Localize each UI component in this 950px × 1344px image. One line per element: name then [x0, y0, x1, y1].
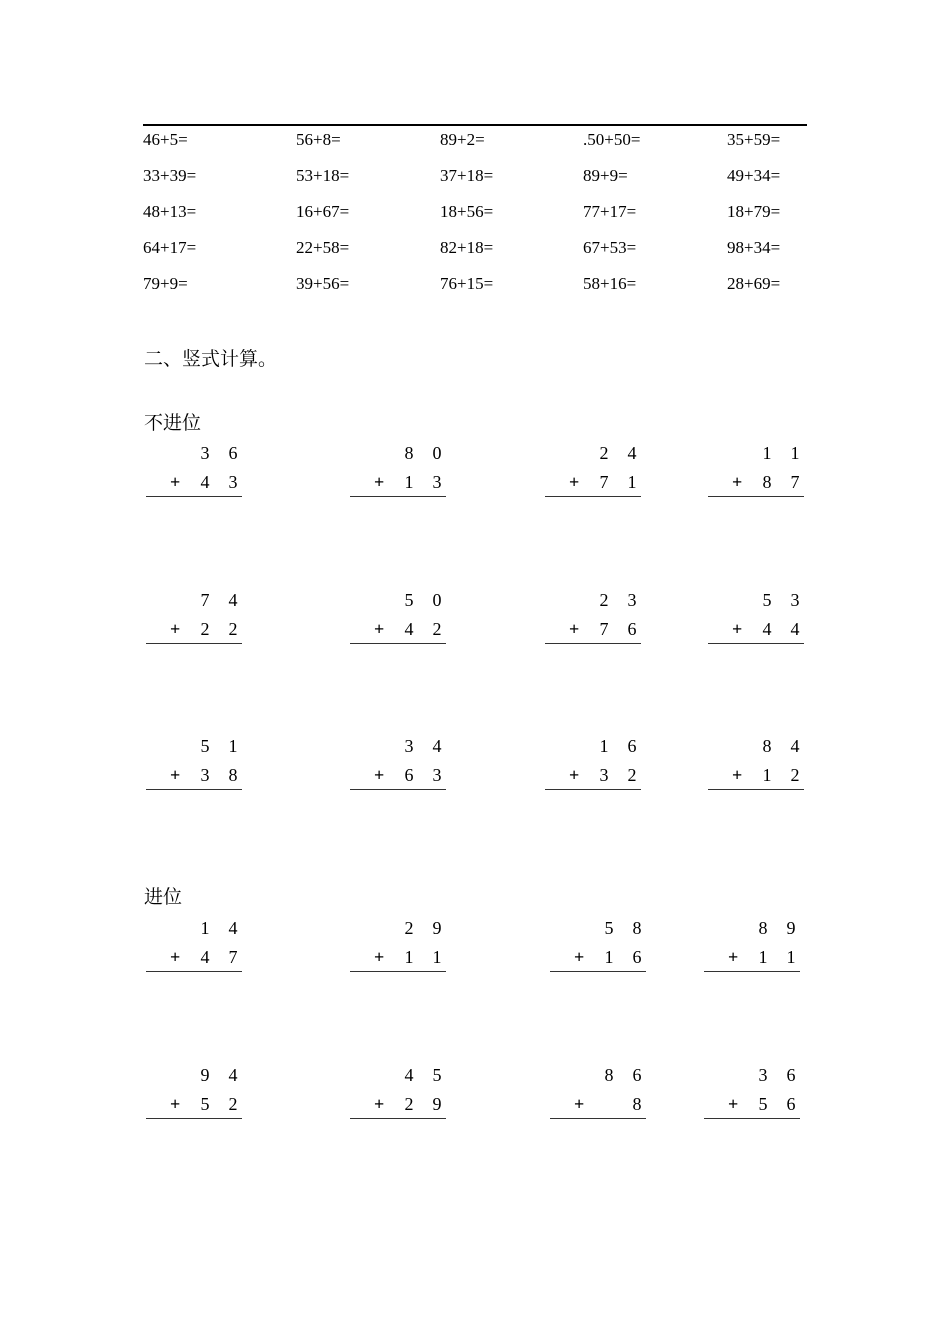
- digit: 2: [228, 1094, 238, 1114]
- digit: 8: [758, 918, 768, 938]
- digit: 3: [599, 765, 609, 785]
- plus-sign: +: [170, 947, 181, 967]
- addend-bottom: [758, 765, 804, 786]
- digit: 5: [604, 918, 614, 938]
- arithmetic-problem: 37+18=: [440, 166, 494, 185]
- digit: 4: [404, 1065, 414, 1085]
- arithmetic-problem: 56+8=: [296, 130, 341, 149]
- vertical-addition-problem: [708, 443, 804, 503]
- arithmetic-problem: 53+18=: [296, 166, 350, 185]
- digit: 9: [432, 918, 442, 938]
- answer-line: [545, 643, 641, 644]
- answer-line: [545, 789, 641, 790]
- digit: 3: [432, 472, 442, 492]
- digit: 8: [762, 736, 772, 756]
- digit: 8: [604, 1065, 614, 1085]
- digit: 3: [200, 443, 210, 463]
- digit: 4: [200, 947, 210, 967]
- addend-top: [400, 736, 446, 757]
- digit: 7: [200, 590, 210, 610]
- digit: 6: [632, 1065, 642, 1085]
- digit: 1: [762, 765, 772, 785]
- digit: 6: [404, 765, 414, 785]
- arithmetic-problem: 46+5=: [143, 130, 188, 149]
- vertical-addition-problem: [550, 1065, 646, 1125]
- digit: 1: [786, 947, 796, 967]
- digit: 2: [627, 765, 637, 785]
- digit: 9: [200, 1065, 210, 1085]
- digit: 3: [758, 1065, 768, 1085]
- answer-line: [350, 1118, 446, 1119]
- digit: 7: [790, 472, 800, 492]
- answer-line: [550, 1118, 646, 1119]
- vertical-addition-problem: [708, 590, 804, 650]
- arithmetic-row: [0, 202, 950, 226]
- plus-sign: +: [374, 947, 385, 967]
- arithmetic-problem: .50+50=: [583, 130, 641, 149]
- arithmetic-row: [0, 166, 950, 190]
- digit: 3: [790, 590, 800, 610]
- digit: 4: [228, 918, 238, 938]
- plus-sign: +: [569, 765, 580, 785]
- answer-line: [146, 1118, 242, 1119]
- answer-line: [146, 496, 242, 497]
- plus-sign: +: [574, 1094, 585, 1114]
- addend-bottom: [196, 765, 242, 786]
- digit: 1: [790, 443, 800, 463]
- digit: 2: [432, 619, 442, 639]
- arithmetic-problem: 67+53=: [583, 238, 637, 257]
- arithmetic-problem: 18+56=: [440, 202, 494, 221]
- digit: 5: [432, 1065, 442, 1085]
- arithmetic-problem: 76+15=: [440, 274, 494, 293]
- addend-top: [595, 736, 641, 757]
- addend-bottom: [595, 472, 641, 493]
- addend-bottom: [758, 472, 804, 493]
- addend-top: [196, 1065, 242, 1086]
- arithmetic-problem: 58+16=: [583, 274, 637, 293]
- addend-bottom: [754, 947, 800, 968]
- addend-top: [196, 736, 242, 757]
- arithmetic-problem: 89+9=: [583, 166, 628, 185]
- digit: 1: [404, 472, 414, 492]
- vertical-addition-problem: [708, 736, 804, 796]
- vertical-addition-problem: [545, 443, 641, 503]
- addend-top: [400, 1065, 446, 1086]
- digit: 1: [200, 918, 210, 938]
- vertical-addition-problem: [350, 918, 446, 978]
- digit: 8: [404, 443, 414, 463]
- carry-label: 进位: [144, 886, 183, 908]
- addend-bottom: [400, 1094, 446, 1115]
- digit: 7: [599, 472, 609, 492]
- digit: 9: [786, 918, 796, 938]
- digit: 4: [762, 619, 772, 639]
- addend-bottom: [600, 947, 646, 968]
- digit: 0: [432, 443, 442, 463]
- digit: 1: [604, 947, 614, 967]
- no-carry-label: 不进位: [144, 412, 202, 434]
- digit: 8: [228, 765, 238, 785]
- arithmetic-problem: 98+34=: [727, 238, 781, 257]
- plus-sign: +: [374, 619, 385, 639]
- digit: 6: [228, 443, 238, 463]
- answer-line: [704, 971, 800, 972]
- addend-bottom: [754, 1094, 800, 1115]
- digit: 3: [432, 765, 442, 785]
- digit: 6: [627, 736, 637, 756]
- arithmetic-problem: 28+69=: [727, 274, 781, 293]
- vertical-addition-problem: [350, 590, 446, 650]
- section-two-title: 二、竖式计算。: [144, 348, 278, 370]
- digit: 2: [200, 619, 210, 639]
- addend-top: [758, 590, 804, 611]
- addend-top: [595, 590, 641, 611]
- answer-line: [146, 789, 242, 790]
- addend-bottom: [196, 472, 242, 493]
- answer-line: [146, 971, 242, 972]
- digit: 6: [632, 947, 642, 967]
- vertical-addition-problem: [146, 1065, 242, 1125]
- answer-line: [704, 1118, 800, 1119]
- digit: 5: [758, 1094, 768, 1114]
- addend-top: [196, 590, 242, 611]
- addend-top: [196, 918, 242, 939]
- digit: 7: [228, 947, 238, 967]
- digit: 4: [200, 472, 210, 492]
- digit: 5: [404, 590, 414, 610]
- arithmetic-row: [0, 274, 950, 298]
- digit: 3: [200, 765, 210, 785]
- addend-top: [758, 736, 804, 757]
- addend-bottom: [196, 1094, 242, 1115]
- addend-top: [754, 918, 800, 939]
- plus-sign: +: [732, 472, 743, 492]
- addend-bottom: [400, 947, 446, 968]
- digit: 9: [432, 1094, 442, 1114]
- plus-sign: +: [170, 619, 181, 639]
- digit: 2: [228, 619, 238, 639]
- top-divider: [143, 124, 807, 126]
- vertical-addition-problem: [350, 736, 446, 796]
- addend-bottom: [400, 619, 446, 640]
- answer-line: [708, 496, 804, 497]
- digit: 4: [228, 590, 238, 610]
- digit: 5: [200, 1094, 210, 1114]
- addend-bottom: [595, 765, 641, 786]
- digit: 4: [790, 736, 800, 756]
- plus-sign: +: [569, 472, 580, 492]
- plus-sign: +: [574, 947, 585, 967]
- digit: 6: [786, 1094, 796, 1114]
- digit: 1: [762, 443, 772, 463]
- addend-top: [196, 443, 242, 464]
- digit: 1: [599, 736, 609, 756]
- vertical-addition-problem: [146, 443, 242, 503]
- digit: 5: [762, 590, 772, 610]
- answer-line: [146, 643, 242, 644]
- addend-bottom: [196, 947, 242, 968]
- plus-sign: +: [374, 1094, 385, 1114]
- digit: 1: [404, 947, 414, 967]
- digit: 8: [762, 472, 772, 492]
- plus-sign: +: [374, 472, 385, 492]
- arithmetic-problem: 35+59=: [727, 130, 781, 149]
- digit: 2: [790, 765, 800, 785]
- arithmetic-problem: 49+34=: [727, 166, 781, 185]
- answer-line: [350, 496, 446, 497]
- digit: 4: [790, 619, 800, 639]
- addend-top: [400, 918, 446, 939]
- plus-sign: +: [170, 765, 181, 785]
- addend-top: [600, 918, 646, 939]
- vertical-addition-problem: [550, 918, 646, 978]
- arithmetic-problem: 89+2=: [440, 130, 485, 149]
- addend-bottom: [758, 619, 804, 640]
- answer-line: [350, 789, 446, 790]
- vertical-addition-problem: [146, 918, 242, 978]
- vertical-addition-problem: [545, 736, 641, 796]
- arithmetic-problem: 39+56=: [296, 274, 350, 293]
- addend-top: [400, 443, 446, 464]
- arithmetic-problem: 33+39=: [143, 166, 197, 185]
- addend-bottom: [595, 619, 641, 640]
- digit: 8: [632, 1094, 642, 1114]
- vertical-addition-problem: [350, 443, 446, 503]
- vertical-addition-problem: [545, 590, 641, 650]
- addend-bottom: [196, 619, 242, 640]
- digit: 4: [228, 1065, 238, 1085]
- digit: 6: [786, 1065, 796, 1085]
- digit: 4: [432, 736, 442, 756]
- addend-top: [400, 590, 446, 611]
- digit: 3: [627, 590, 637, 610]
- arithmetic-problem: 18+79=: [727, 202, 781, 221]
- digit: 8: [632, 918, 642, 938]
- arithmetic-problem: 64+17=: [143, 238, 197, 257]
- answer-line: [708, 643, 804, 644]
- plus-sign: +: [732, 619, 743, 639]
- digit: 2: [404, 918, 414, 938]
- answer-line: [350, 971, 446, 972]
- answer-line: [350, 643, 446, 644]
- answer-line: [708, 789, 804, 790]
- vertical-addition-problem: [146, 590, 242, 650]
- digit: 0: [432, 590, 442, 610]
- arithmetic-problem: 82+18=: [440, 238, 494, 257]
- vertical-addition-problem: [704, 1065, 800, 1125]
- digit: 5: [200, 736, 210, 756]
- plus-sign: +: [732, 765, 743, 785]
- plus-sign: +: [569, 619, 580, 639]
- digit: 7: [599, 619, 609, 639]
- digit: 2: [599, 443, 609, 463]
- digit: 2: [599, 590, 609, 610]
- digit: 1: [228, 736, 238, 756]
- vertical-addition-problem: [704, 918, 800, 978]
- digit: 1: [627, 472, 637, 492]
- addend-top: [758, 443, 804, 464]
- digit: 3: [404, 736, 414, 756]
- addend-bottom: [400, 472, 446, 493]
- plus-sign: +: [170, 472, 181, 492]
- plus-sign: +: [374, 765, 385, 785]
- answer-line: [550, 971, 646, 972]
- plus-sign: +: [728, 1094, 739, 1114]
- plus-sign: +: [728, 947, 739, 967]
- digit: 1: [432, 947, 442, 967]
- digit: 3: [228, 472, 238, 492]
- arithmetic-problem: 48+13=: [143, 202, 197, 221]
- digit: 2: [404, 1094, 414, 1114]
- vertical-addition-problem: [146, 736, 242, 796]
- arithmetic-problem: 79+9=: [143, 274, 188, 293]
- plus-sign: +: [170, 1094, 181, 1114]
- addend-bottom: [600, 1094, 646, 1115]
- arithmetic-row: [0, 130, 950, 154]
- addend-top: [754, 1065, 800, 1086]
- digit: 4: [627, 443, 637, 463]
- arithmetic-problem: 77+17=: [583, 202, 637, 221]
- digit: 4: [404, 619, 414, 639]
- addend-top: [600, 1065, 646, 1086]
- arithmetic-row: [0, 238, 950, 262]
- vertical-addition-problem: [350, 1065, 446, 1125]
- answer-line: [545, 496, 641, 497]
- addend-bottom: [400, 765, 446, 786]
- arithmetic-problem: 16+67=: [296, 202, 350, 221]
- addend-top: [595, 443, 641, 464]
- digit: 1: [758, 947, 768, 967]
- digit: 6: [627, 619, 637, 639]
- arithmetic-problem: 22+58=: [296, 238, 350, 257]
